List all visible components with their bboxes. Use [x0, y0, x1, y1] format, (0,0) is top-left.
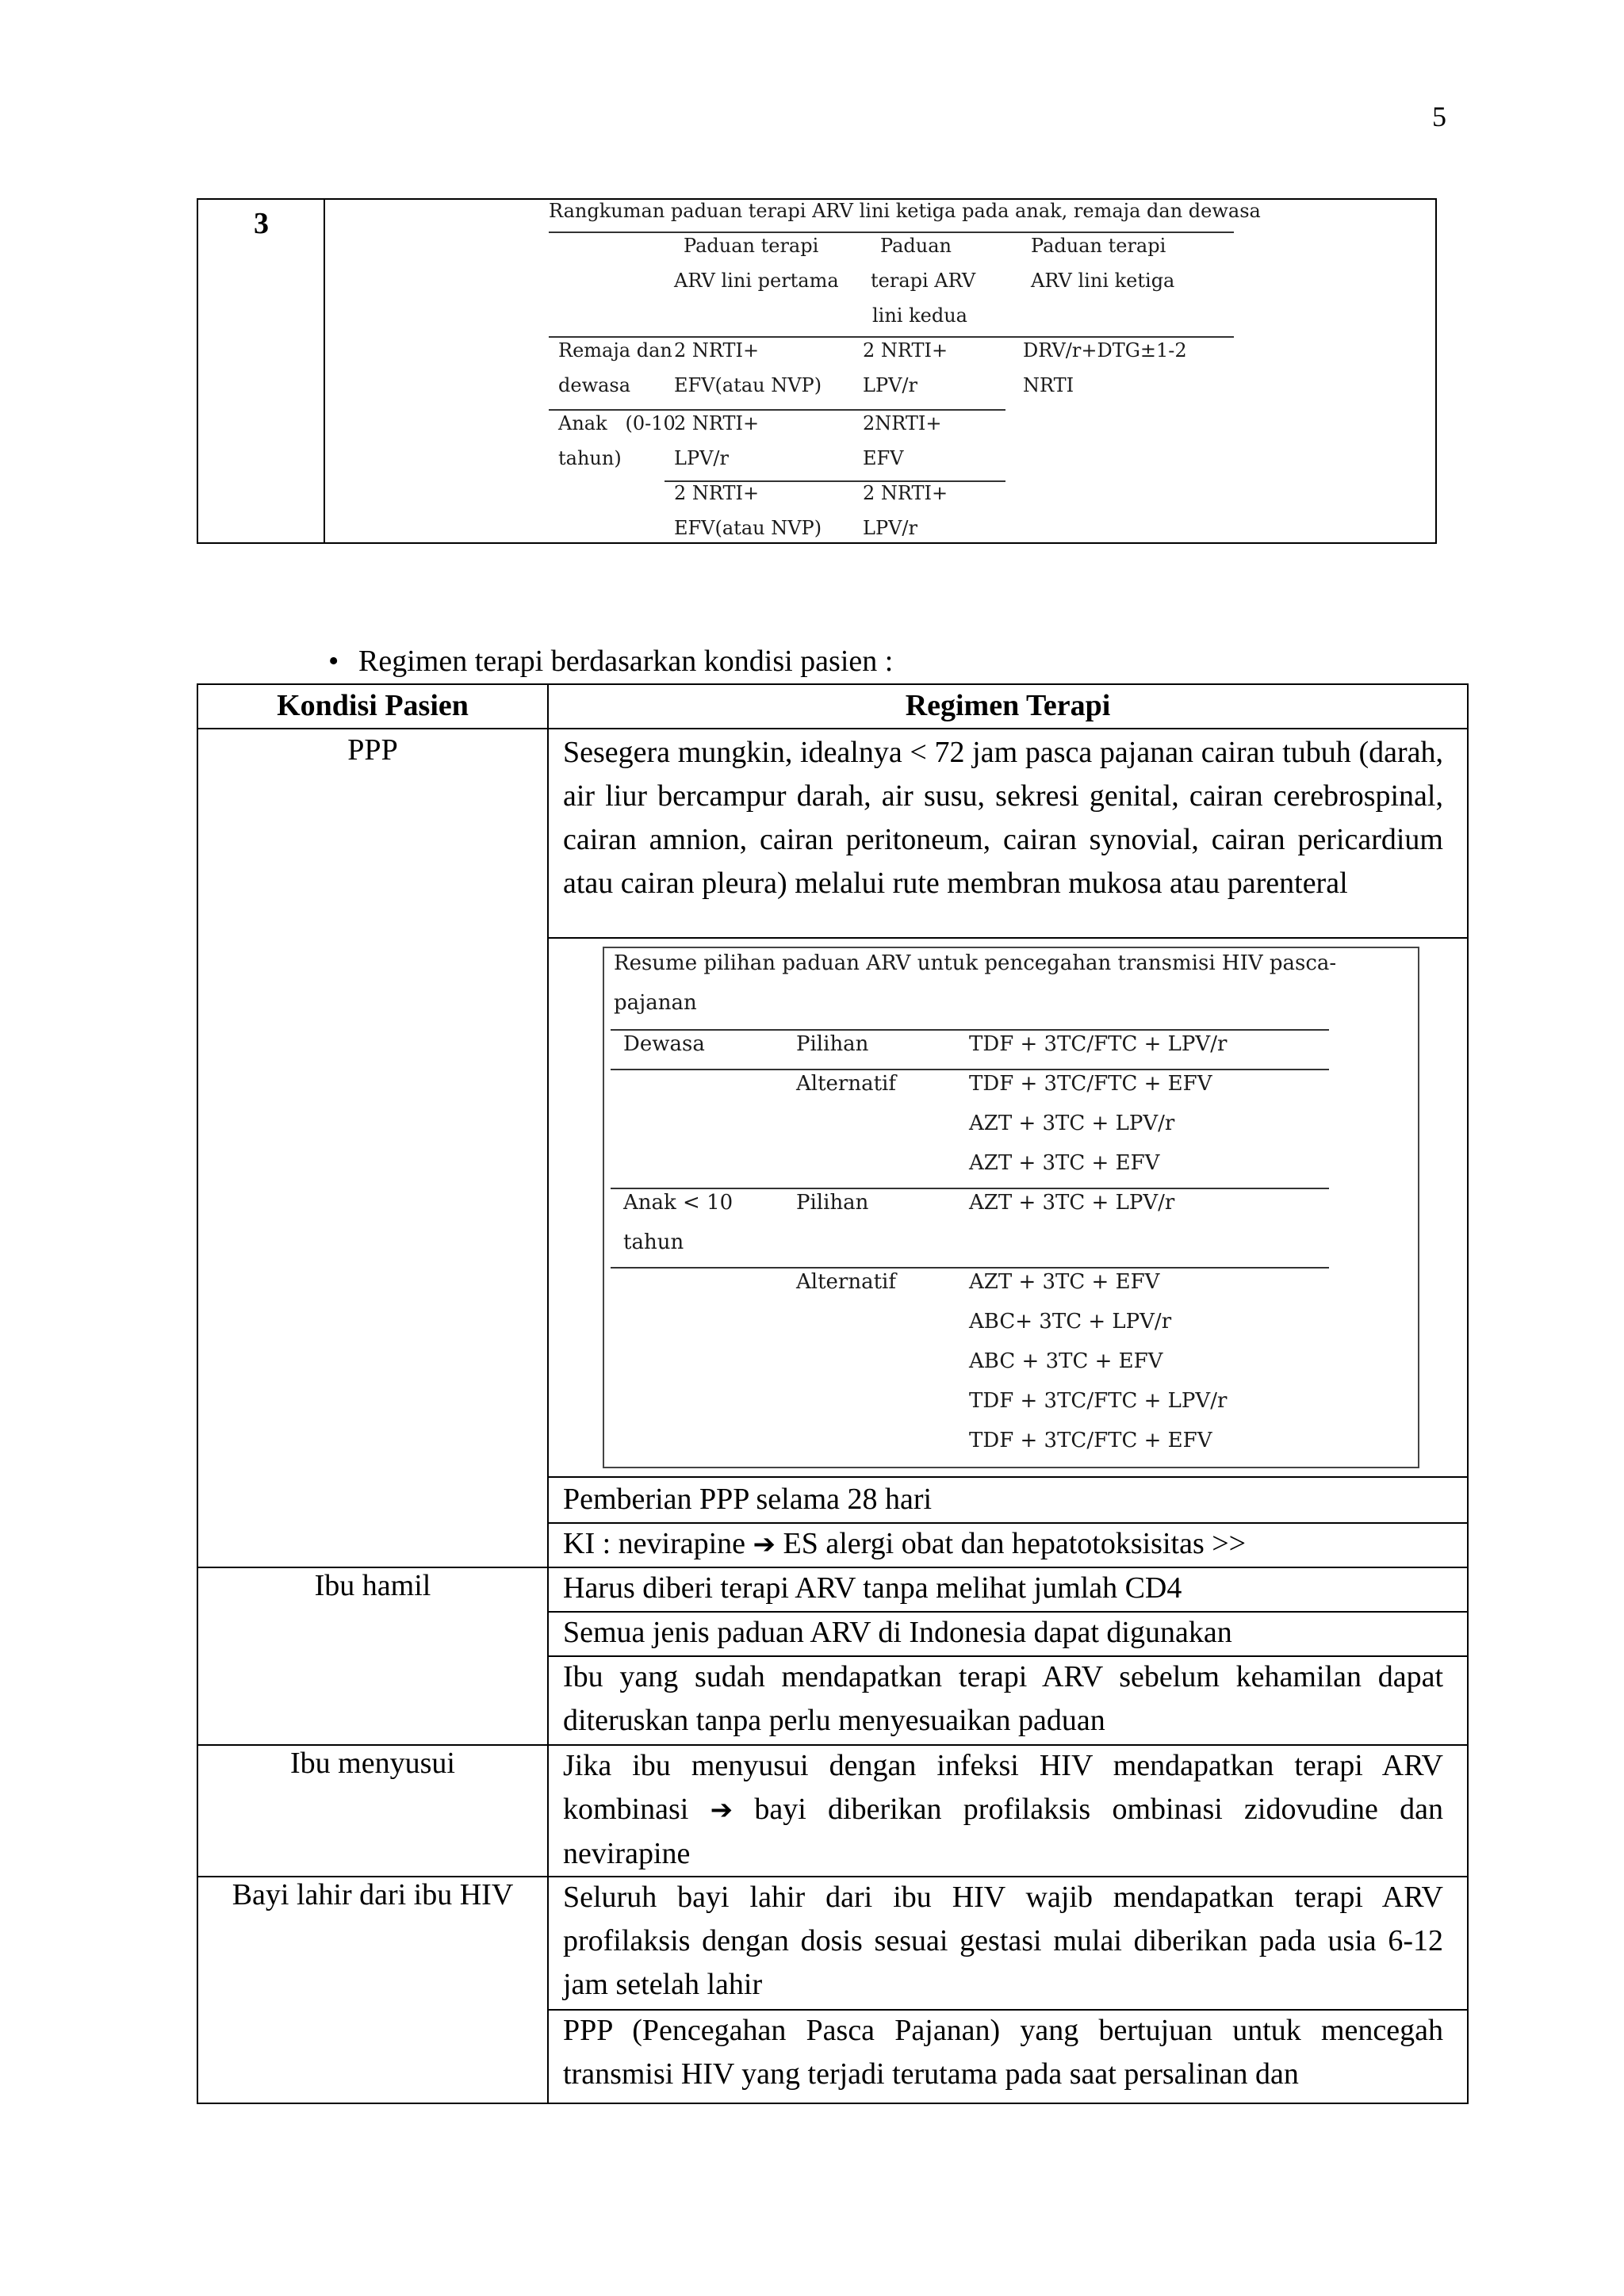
group-adult-line-2: dewasa — [558, 374, 631, 396]
ibu-menyusui-prefix: Jika ibu menyusui dengan infeksi HIV mendapatkan terapi ARV kombinasi — [563, 1749, 1443, 1826]
row-number-cell — [198, 200, 325, 542]
dewasa-anak-divider — [611, 1188, 1329, 1189]
adult-first-line-1: 2 NRTI+ — [674, 339, 760, 362]
adult-first-line-2: EFV(atau NVP) — [674, 374, 822, 396]
header-second-line-3: lini kedua — [872, 304, 967, 327]
header-second-line-2: terapi ARV — [871, 270, 976, 292]
adult-third-line-1: DRV/r+DTG±1-2 — [1023, 339, 1187, 362]
ibu-menyusui-regimen — [563, 1744, 1443, 1876]
child-b-first-line-1: 2 NRTI+ — [674, 482, 760, 504]
anak-pilihan-divider — [611, 1267, 1329, 1269]
ppp-ki-prefix: KI : nevirapine — [563, 1527, 746, 1560]
ibu-hamil-regimen-3: Ibu yang sudah mendapatkan terapi ARV sebelum kehamilan dapat diteruskan tanpa perlu menyesuaikan paduan — [563, 1660, 1443, 1737]
header-regimen-terapi: Regimen Terapi — [905, 689, 1111, 722]
arrow-right-icon: ➔ — [710, 1794, 733, 1826]
anak-alternatif-1: AZT + 3TC + EFV — [969, 1270, 1160, 1294]
arrow-right-icon: ➔ — [753, 1529, 776, 1560]
group-child-line-1: Anak (0-10 — [558, 412, 676, 434]
kondisi-ppp: PPP — [347, 733, 398, 767]
kondisi-bayi: Bayi lahir dari ibu HIV — [232, 1878, 514, 1911]
summary-title: Rangkuman paduan terapi ARV lini ketiga pada anak, remaja dan dewasa — [549, 200, 1261, 222]
ppp-desc-divider — [547, 937, 1469, 939]
child-b-second-line-1: 2 NRTI+ — [863, 482, 948, 504]
dewasa-pilihan-label: Pilihan — [796, 1032, 869, 1056]
group-child-line-2: tahun) — [558, 447, 622, 469]
regimen-table — [197, 683, 1469, 2104]
anak-label-line-1: Anak < 10 — [623, 1191, 733, 1215]
bayi-regimen-2: PPP (Pencegahan Pasca Pajanan) yang bertujuan untuk mencegah transmisi HIV yang terjadi terutama pada saat persalinan dan — [563, 2014, 1443, 2091]
ppp-regimen-image — [603, 947, 1419, 1468]
bullet-text: Regimen terapi berdasarkan kondisi pasien : — [358, 645, 894, 678]
dewasa-pilihan-divider — [611, 1069, 1329, 1070]
anak-pilihan-label: Pilihan — [796, 1191, 869, 1215]
page-number: 5 — [1432, 101, 1446, 132]
header-second-line-1: Paduan — [880, 235, 952, 257]
ibu-menyusui-suffix: bayi diberikan profilaksis ombinasi zidovudine dan nevirapine — [563, 1793, 1444, 1870]
row-divider-1 — [549, 409, 1005, 411]
anak-alternatif-4: TDF + 3TC/FTC + LPV/r — [969, 1389, 1228, 1413]
column-divider — [547, 685, 549, 2104]
anak-pilihan-regimen: AZT + 3TC + LPV/r — [969, 1191, 1175, 1215]
ppp-image-title-line-1: Resume pilihan paduan ARV untuk pencegahan transmisi HIV pasca- — [614, 951, 1337, 975]
ppp-description: Sesegera mungkin, idealnya < 72 jam pasca pajanan cairan tubuh (darah, air liur bercampur darah, air susu, sekresi genital, cairan cerebrospinal, cairan amnion, cairan peritoneum, cairan synovial, cairan pericardium atau cairan pleura) melalui rute membran mukosa atau parenteral — [563, 736, 1443, 900]
bullet-item — [328, 644, 893, 679]
child-b-first-line-2: EFV(atau NVP) — [674, 517, 822, 539]
header-third-line-2: ARV lini ketiga — [1031, 270, 1175, 292]
ppp-title-divider — [611, 1029, 1329, 1031]
dewasa-alternatif-1: TDF + 3TC/FTC + EFV — [969, 1072, 1212, 1096]
dewasa-pilihan-regimen: TDF + 3TC/FTC + LPV/r — [969, 1032, 1228, 1056]
dewasa-label: Dewasa — [623, 1032, 705, 1056]
ibu-hamil-regimen-2: Semua jenis paduan ARV di Indonesia dapat digunakan — [563, 1616, 1232, 1649]
header-divider — [549, 336, 1234, 338]
anak-alternatif-3: ABC + 3TC + EFV — [969, 1349, 1163, 1373]
anak-alternatif-5: TDF + 3TC/FTC + EFV — [969, 1429, 1212, 1452]
child-b-second-line-2: LPV/r — [863, 517, 917, 539]
anak-alternatif-label: Alternatif — [796, 1270, 896, 1294]
kondisi-ibu-menyusui: Ibu menyusui — [290, 1747, 455, 1780]
ibu-hamil-regimen-1: Harus diberi terapi ARV tanpa melihat jumlah CD4 — [563, 1571, 1182, 1605]
dewasa-alternatif-label: Alternatif — [796, 1072, 896, 1096]
row-number: 3 — [254, 207, 269, 240]
adult-third-line-2: NRTI — [1023, 374, 1074, 396]
adult-second-line-2: LPV/r — [863, 374, 917, 396]
header-first-line-1: Paduan terapi — [684, 235, 819, 257]
ppp-duration: Pemberian PPP selama 28 hari — [563, 1483, 933, 1516]
arv-third-line-table — [197, 198, 1437, 544]
header-third-line-1: Paduan terapi — [1031, 235, 1166, 257]
dewasa-alternatif-3: AZT + 3TC + EFV — [969, 1151, 1160, 1175]
child-a-first-line-2: LPV/r — [674, 447, 729, 469]
header-kondisi-pasien: Kondisi Pasien — [277, 689, 469, 722]
header-row-divider — [198, 728, 1469, 729]
kondisi-ibu-hamil: Ibu hamil — [314, 1569, 431, 1602]
child-a-first-line-1: 2 NRTI+ — [674, 412, 760, 434]
ppp-contraindication — [563, 1522, 1443, 1567]
dewasa-alternatif-2: AZT + 3TC + LPV/r — [969, 1112, 1175, 1135]
ppp-image-title-line-2: pajanan — [614, 991, 697, 1015]
child-a-second-line-2: EFV — [863, 447, 904, 469]
child-a-second-line-1: 2NRTI+ — [863, 412, 942, 434]
group-adult-line-1: Remaja dan — [558, 339, 672, 362]
header-first-line-2: ARV lini pertama — [674, 270, 839, 292]
ppp-ki-suffix: ES alergi obat dan hepatotoksisitas >> — [783, 1527, 1247, 1560]
adult-second-line-1: 2 NRTI+ — [863, 339, 948, 362]
title-divider — [549, 232, 1234, 233]
anak-label-line-2: tahun — [623, 1230, 684, 1254]
arv-summary-image — [316, 200, 1299, 545]
bullet-icon: • — [328, 645, 339, 678]
bayi-regimen-1: Seluruh bayi lahir dari ibu HIV wajib mendapatkan terapi ARV profilaksis dengan dosis sesuai gestasi mulai diberikan pada usia 6-12 jam setelah lahir — [563, 1881, 1443, 2001]
anak-alternatif-2: ABC+ 3TC + LPV/r — [969, 1310, 1172, 1334]
